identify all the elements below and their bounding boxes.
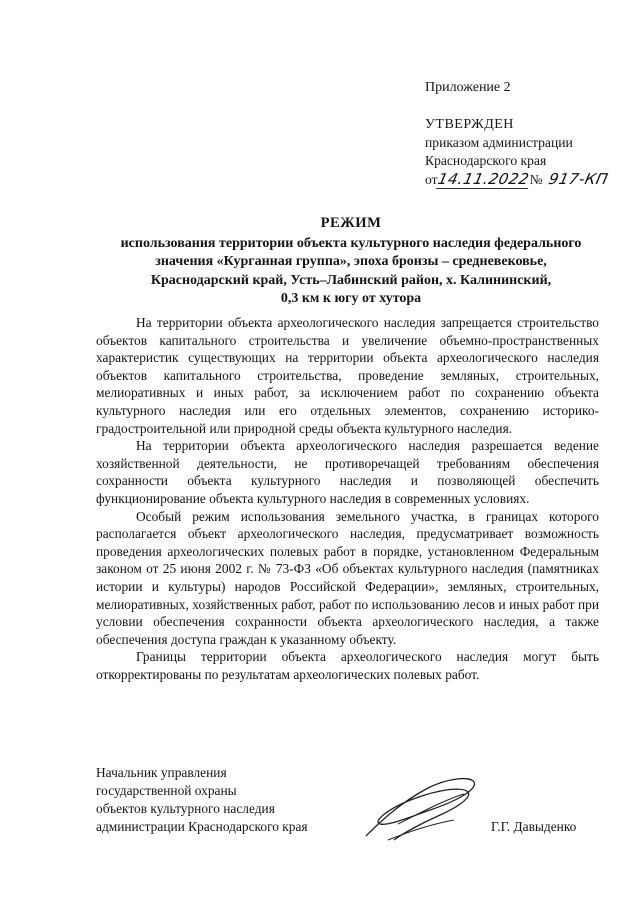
approved-word: УТВЕРЖДЕН [425,117,514,132]
title-line-1: использования территории объекта культурного наследия федерального [120,235,582,251]
signatory-position [96,764,356,836]
paragraph-1: На территории объекта археологического наследия запрещается строительство объектов капитального строительства и увеличение объемно-пространственных характеристик существующих на территории объекта археологического наследия объектов капитального строительства, проведение земляных, строительных, мелиоративных и иных работ, за исключением работ по сохранению объекта культурного наследия или его отдельных элементов, сохранению историко-градостроительной или природной среды объекта культурного наследия. [96,315,599,436]
approval-block [425,116,608,189]
order-line [425,170,608,189]
position-line-3: объектов культурного наследия [96,801,275,816]
handwritten-signature [358,774,488,854]
order-number-label: № [529,172,543,187]
paragraph-2: На территории объекта археологического наследия разрешается ведение хозяйственной деятельности, не противоречащей требованиям обеспечения сохранности объекта культурного наследия и позволяющей обеспечить функционирование объекта культурного наследия в современных условиях. [96,438,599,506]
order-number: 917-КП [546,170,610,188]
position-line-2: государственной охраны [96,783,237,798]
order-date: 14.11.2022 [435,170,531,188]
approved-line-1: приказом администрации [425,135,573,150]
title-line-3: Краснодарский край, Усть–Лабинский район, х. Калининский, [150,272,552,288]
title-line-2: значения «Курганная группа», эпоха бронзы – средневековье, [155,254,547,270]
title-line-4: 0,3 км к югу от хутора [280,291,422,307]
position-line-1: Начальник управления [96,765,227,780]
title-heading: РЕЖИМ [320,215,382,231]
appendix-label: Приложение 2 [425,80,511,95]
signatory-name: Г.Г. Давыденко [491,819,577,834]
position-line-4: администрации Краснодарского края [96,819,308,834]
document-body [96,314,599,683]
approved-line-2: Краснодарского края [425,153,547,168]
paragraph-4: Границы территории объекта археологического наследия могут быть откорректированы по результатам археологических полевых работ. [96,649,599,682]
order-prefix: от [425,172,438,187]
paragraph-3: Особый режим использования земельного участка, в границах которого располагается объект археологического наследия, предусматривает возможность проведения археологических полевых работ в порядке, установленном Федеральным законом от 25 июня 2002 г. № 73-ФЗ «Об объектах культурного наследия (памятниках истории и культуры) народов Российской Федерации», земляных, строительных, мелиоративных, хозяйственных работ, работ по использованию лесов и иных работ при условии обеспечения сохранности объекта археологического наследия, а также обеспечения доступа граждан к указанному объекту. [96,508,599,647]
document-title [60,214,640,309]
